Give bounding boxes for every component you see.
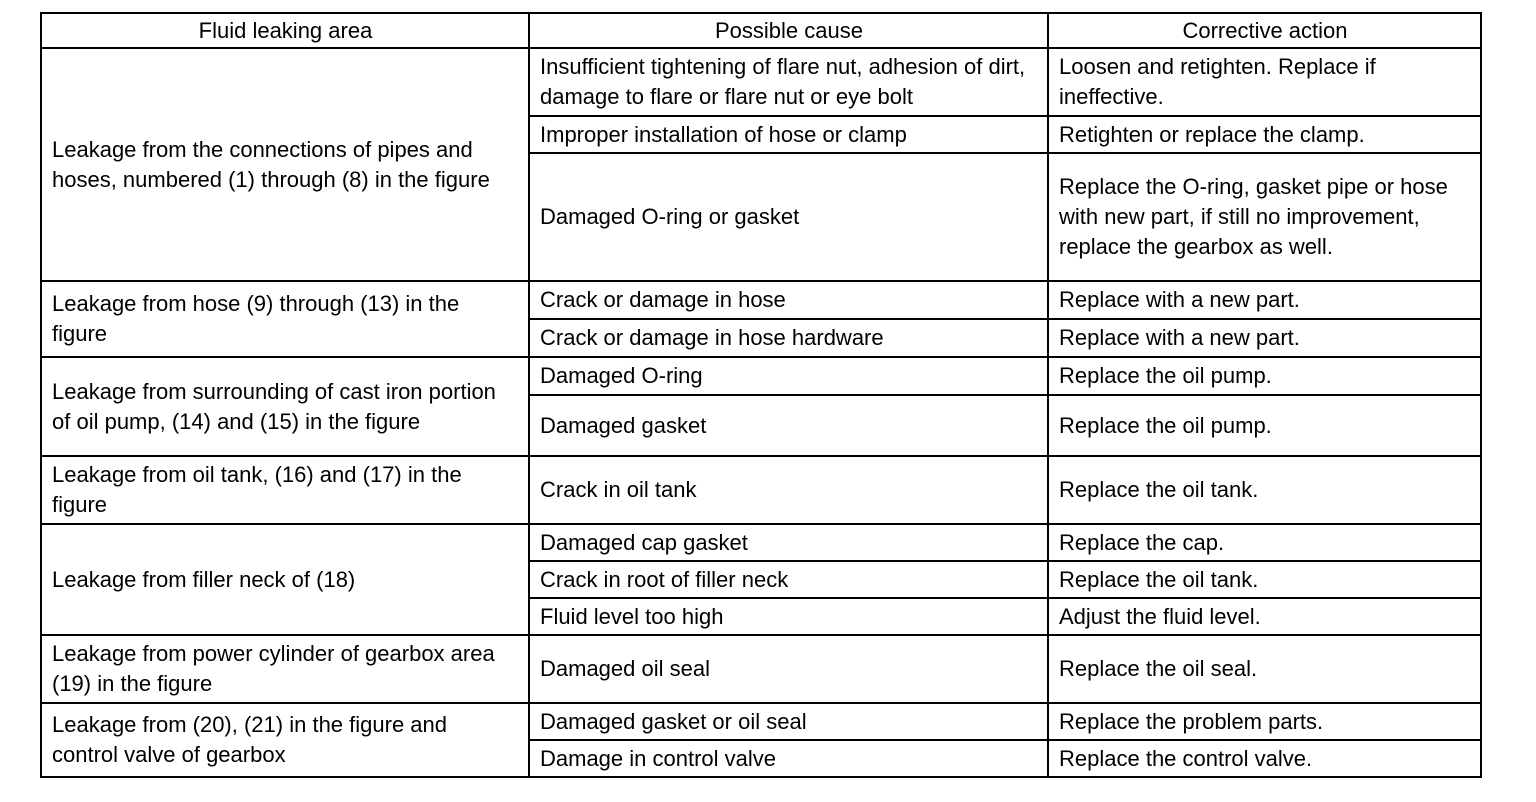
possible-cause-cell: Crack in oil tank	[529, 456, 1048, 524]
table-row	[41, 48, 1481, 116]
corrective-action-cell: Replace the oil pump.	[1048, 357, 1481, 395]
possible-cause-cell: Fluid level too high	[529, 598, 1048, 635]
leaking-area-cell: Leakage from (20), (21) in the figure and control valve of gearbox	[41, 703, 529, 777]
possible-cause-cell: Insufficient tightening of flare nut, adhesion of dirt, damage to flare or flare nut or eye bolt	[529, 48, 1048, 116]
leaking-area-cell: Leakage from hose (9) through (13) in the figure	[41, 281, 529, 357]
possible-cause-cell: Damaged O-ring or gasket	[529, 153, 1048, 281]
possible-cause-cell: Crack in root of filler neck	[529, 561, 1048, 598]
corrective-action-cell: Replace with a new part.	[1048, 319, 1481, 357]
leaking-area-cell: Leakage from oil tank, (16) and (17) in the figure	[41, 456, 529, 524]
possible-cause-cell: Damaged gasket	[529, 395, 1048, 456]
possible-cause-cell: Crack or damage in hose	[529, 281, 1048, 319]
possible-cause-cell: Improper installation of hose or clamp	[529, 116, 1048, 153]
table-row	[41, 357, 1481, 395]
header-fluid-leaking-area: Fluid leaking area	[41, 13, 529, 48]
troubleshooting-table	[40, 12, 1482, 778]
corrective-action-cell: Replace the cap.	[1048, 524, 1481, 561]
corrective-action-cell: Replace the O-ring, gasket pipe or hose with new part, if still no improvement, replace the gearbox as well.	[1048, 153, 1481, 281]
table-row	[41, 456, 1481, 524]
leaking-area-cell: Leakage from filler neck of (18)	[41, 524, 529, 635]
corrective-action-cell: Replace the problem parts.	[1048, 703, 1481, 740]
possible-cause-cell: Crack or damage in hose hardware	[529, 319, 1048, 357]
corrective-action-cell: Loosen and retighten. Replace if ineffective.	[1048, 48, 1481, 116]
table-row	[41, 524, 1481, 561]
corrective-action-cell: Replace with a new part.	[1048, 281, 1481, 319]
table-row	[41, 703, 1481, 740]
possible-cause-cell: Damaged gasket or oil seal	[529, 703, 1048, 740]
table-row	[41, 281, 1481, 319]
corrective-action-cell: Replace the oil pump.	[1048, 395, 1481, 456]
corrective-action-cell: Adjust the fluid level.	[1048, 598, 1481, 635]
corrective-action-cell: Replace the oil tank.	[1048, 456, 1481, 524]
possible-cause-cell: Damaged oil seal	[529, 635, 1048, 703]
corrective-action-cell: Replace the oil tank.	[1048, 561, 1481, 598]
header-corrective-action: Corrective action	[1048, 13, 1481, 48]
leaking-area-cell: Leakage from power cylinder of gearbox area (19) in the figure	[41, 635, 529, 703]
corrective-action-cell: Retighten or replace the clamp.	[1048, 116, 1481, 153]
leaking-area-cell: Leakage from surrounding of cast iron portion of oil pump, (14) and (15) in the figure	[41, 357, 529, 456]
header-possible-cause: Possible cause	[529, 13, 1048, 48]
possible-cause-cell: Damage in control valve	[529, 740, 1048, 777]
leaking-area-cell: Leakage from the connections of pipes and hoses, numbered (1) through (8) in the figure	[41, 48, 529, 281]
header-row	[41, 13, 1481, 48]
possible-cause-cell: Damaged cap gasket	[529, 524, 1048, 561]
corrective-action-cell: Replace the oil seal.	[1048, 635, 1481, 703]
corrective-action-cell: Replace the control valve.	[1048, 740, 1481, 777]
possible-cause-cell: Damaged O-ring	[529, 357, 1048, 395]
table-row	[41, 635, 1481, 703]
